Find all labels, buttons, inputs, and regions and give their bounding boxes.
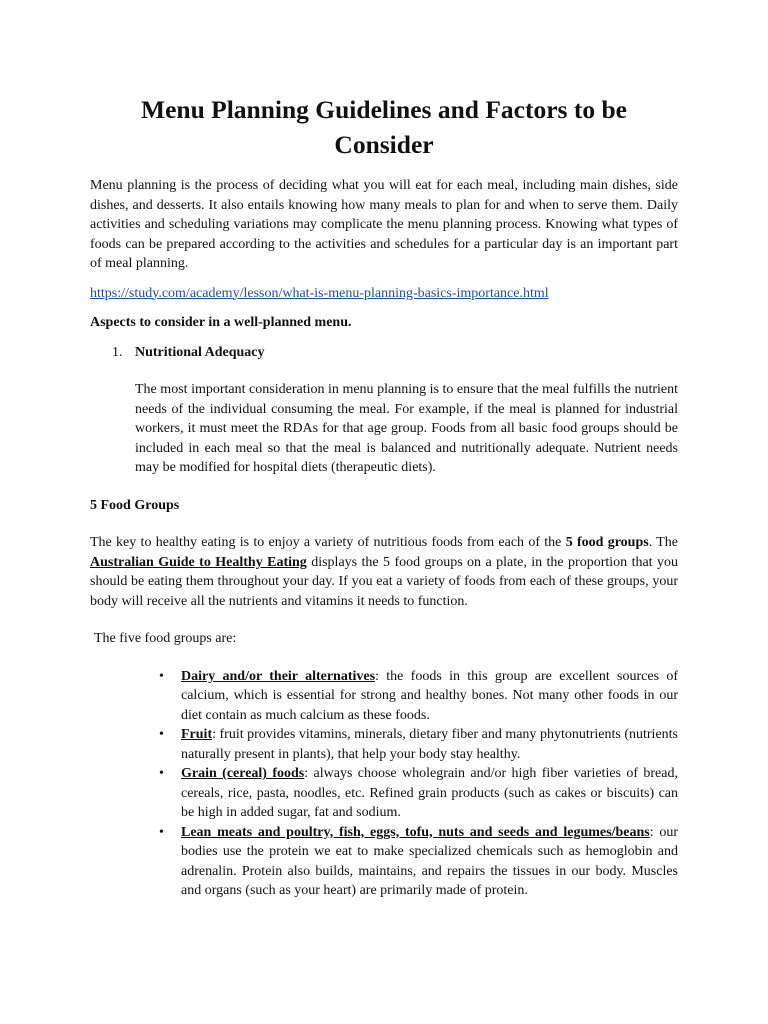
group-desc: : fruit provides vitamins, minerals, dietary fiber and many phytonutrients (nutrients naturally present in plants), that help your body stay healthy. [181,727,678,762]
bullet-icon: • [159,668,164,684]
group-desc: : our bodies use the protein we eat to make specialized chemicals such as hemoglobin and adrenalin. Protein also builds, maintains, and repairs the tissues in our body. Muscles and organs (such as your heart) are primarily made of protein. [181,824,679,898]
group-term: Fruit [181,727,213,742]
list-item [159,725,678,764]
group-term: Dairy and/or their alternatives [181,668,376,684]
five-groups-intro: The five food groups are: [94,631,237,646]
group-term: Grain (cereal) foods [181,766,305,781]
nutritional-adequacy-body: The most important consideration in menu planning is to ensure that the meal fulfills the nutrient needs of the individual consuming the meal. For example, if the meal is planned for industrial workers, it must meet the RDAs for that age group. Foods from all basic food groups should be included in each meal so that the meal is balanced and nutritionally adequate. Nutrient needs may be modified for hospital diets (therapeutic diets). [135,382,678,475]
key-paragraph [90,533,678,611]
food-groups-heading: 5 Food Groups [90,497,180,513]
aspects-heading: Aspects to consider in a well-planned menu. [90,315,352,330]
list-item [159,823,679,901]
list-item [159,764,678,823]
bullet-icon: • [159,727,164,742]
document-page [90,92,678,901]
page-title: Menu Planning Guidelines and Factors to be Consider [141,95,627,159]
item-number: 1. [112,344,123,360]
intro-paragraph: Menu planning is the process of deciding what you will eat for each meal, including main dishes, side dishes, and desserts. It also entails knowing how many meals to plan for and when to serve them. Daily activities and scheduling variations may complicate the menu planning process. Knowing what types of foods can be prepared according to the activities and schedules for a particular day is an important part of meal planning. [90,178,678,271]
food-groups-list [90,667,678,901]
key-text-3: displays the 5 food groups on a plate, in the proportion that you should be eating them throughout your day. If you eat a variety of foods from each of these groups, your body will receive all the nutrients and vitamins it needs to function. [90,554,678,609]
key-text-2: . The [648,535,679,550]
item-label: Nutritional Adequacy [135,344,265,360]
list-item [159,667,678,726]
key-text-1: The key to healthy eating is to enjoy a variety of nutritious foods from each of the [90,535,566,550]
key-bold-five-food-groups: 5 food groups [565,535,649,550]
numbered-item-nutritional-adequacy [90,343,678,363]
bullet-icon: • [159,824,164,840]
bullet-icon: • [159,766,164,781]
group-desc: : always choose wholegrain and/or high fiber varieties of bread, cereals, rice, pasta, noodles, etc. Refined grain products (such as cakes or biscuits) can be high in added sugar, fat and sodium. [181,766,678,820]
study-link[interactable]: https://study.com/academy/lesson/what-is-menu-planning-basics-importance.html [90,285,549,301]
group-term: Lean meats and poultry, fish, eggs, tofu, nuts and seeds and legumes/beans [181,824,650,840]
group-desc: : the foods in this group are excellent sources of calcium, which is essential for strong and healthy bones. Not many other foods in our diet contain as much calcium as these foods. [181,668,678,723]
australian-guide-link[interactable]: Australian Guide to Healthy Eating [90,554,307,570]
